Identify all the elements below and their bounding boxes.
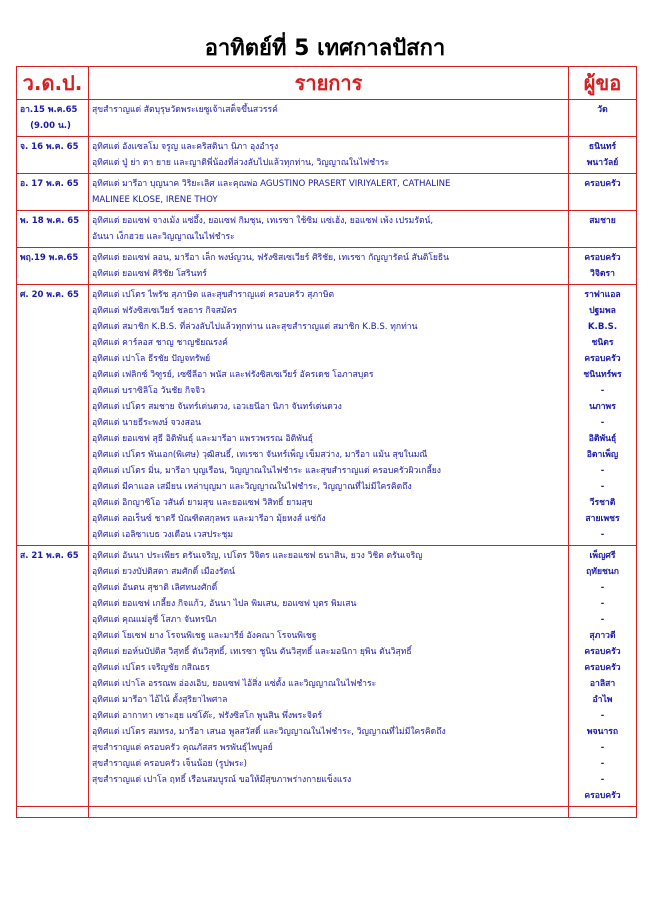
requester-line: - [600,386,605,396]
intention-line: อุทิศแด่ คุณแม่ลูซี่ โสภา จันทรนิภ [92,615,217,625]
intention-line: อุทิศแด่ เปโตร พันเอก(พิเศษ) วุฒิสนธิ์, เทเรซา จันทร์เพ็ญ เข็มสว่าง, มารีอา แม้น สุขในมณี [92,450,428,460]
intention-line: อุทิศแด่ ยอแซฟ ศิริชัย โสรินทร์ [92,269,207,279]
intention-line: อุทิศแด่ เปโตร เจริญชัย กสิณธร [92,663,210,673]
intention-line: MALINEE KLOSE, IRENE THOY [92,195,218,205]
intention-line: สุขสำราญแด่ สัตบุรุษวัดพระเยซูเจ้าเสด็จขึ้นสวรรค์ [92,105,278,115]
intention-line: อุทิศแด่ ลอเร็นซ์ ชาตรี บัณฑิตสกุลพร และมารีอา มุ้ยหงส์ แซ่กัง [92,514,326,524]
intention-line: อุทิศแด่ เปโตร มิ่น, มารีอา บุญเรือน, วิญญาณในไฟชำระ และสุขสำราญแด่ ครอบครัวผิวเกลี้ยง [92,466,441,476]
intention-line: อุทิศแด่ นายธีระพงษ์ จวงสอน [92,418,201,428]
table-row [17,174,637,211]
requester-line: วีรชาติ [589,498,616,508]
intention-line: อุทิศแด่ ฟรังซิสเซเวียร์ ชลธาร กิจสมัคร [92,306,238,316]
intention-line: อุทิศแด่ อิกญาซิโอ วสันต์ ยามสุข และยอแซฟ วิสิทธิ์ ยามสุข [92,498,313,508]
intention-line: อุทิศแด่ คาร์ลอส ชาญ ชาญชัยณรงค์ [92,338,228,348]
intention-line: อุทิศแด่ เปาโล อรรณพ อ่องเอิบ, ยอแซฟ ไอ้สิ่ง แซ่ตั้ง และวิญญาณในไฟชำระ [92,679,377,689]
requester-line: ครอบครัว [584,663,621,673]
requester-cell [569,174,637,211]
header-requester: ผู้ขอ [569,67,637,100]
intention-line: อุทิศแด่ โยเซฟ ยาง โรจนพิเชฐ และมารีย์ อังคณา โรจนพิเชฐ [92,631,317,641]
table-row [17,546,637,807]
table-row [17,248,637,285]
items-cell [89,137,569,174]
intention-line: อุทิศแด่ บราซิลิโอ วันชัย กิจจิว [92,386,206,396]
table-row [17,285,637,546]
table-row [17,137,637,174]
intention-line: อุทิศแด่ ยอห์นบัปติส วิสุทธิ์ ตันวิสุทธิ์, เทเรซา ชูนิน ตันวิสุทธิ์ และมอนิกา ยุพิน ตันวิสุทธิ์ [92,647,412,657]
requester-line: ราฟาแอล [584,290,621,300]
requester-line: ครอบครัว [584,253,621,263]
requester-line: - [600,775,605,785]
date-cell [17,137,89,174]
date-cell [17,285,89,546]
requester-line: ครอบครัว [584,647,621,657]
requester-line: วิจิตรา [590,269,615,279]
intention-line: อุทิศแด่ ยอแซฟ เกลี้ยง กิจแก้ว, อันนา ไปล พิมเสน, ยอแซฟ บุตร พิมเสน [92,599,357,609]
intention-line: อุทิศแด่ ยอแซฟ จางเม้ง แซ่อึ้ง, ยอแซฟ กิมชุน, เทเรซา ใช้ซิม แซ่เฮ้ง, ยอแซฟ เพ้ง เปรมรัตน์, [92,216,434,226]
date-cell [17,174,89,211]
requester-cell [569,807,637,818]
intention-line: อุทิศแด่ เอลิซาเบธ วงเดือน เวสประชุม [92,530,234,540]
requester-line: ครอบครัว [584,354,621,364]
requester-cell [569,248,637,285]
requester-line: อาลิสา [589,679,616,689]
requester-line: สายเพชร [585,514,620,524]
requester-line: - [600,530,605,540]
requester-line: พนาวัลย์ [586,158,619,168]
requester-line: K.B.S. [587,322,618,332]
requester-line: ชนิตร [591,338,614,348]
intention-line: อุทิศแด่ มีคาแอล เสมียน เหล่าบุญมา และวิญญาณในไฟชำระ, วิญญาณที่ไม่มีใครคิดถึง [92,482,412,492]
items-cell [89,211,569,248]
items-cell [89,174,569,211]
table-row [17,100,637,137]
intention-line: อุทิศแด่ ยอแซฟ ลอน, มารีอา เล็ก พงษ์ญวน, ฟรังซิสเซเวียร์ ศิริชัย, เทเรซา กัญญารัตน์ สันติโยธิน [92,253,450,263]
requester-line: ฤทัยชนก [586,567,619,577]
intention-line: อุทิศแด่ อันนา ประเพียร ตรันเจริญ, เปโตร วิจิตร และยอแซฟ ธนาสิน, ยวง วิชิต ตรันเจริญ [92,551,423,561]
requester-line: วัด [597,105,608,115]
requester-line: - [600,743,605,753]
requester-line: - [600,466,605,476]
date-text: อา.15 พ.ค.65 [20,105,78,115]
requester-line [570,192,635,208]
requester-cell [569,546,637,807]
header-date: ว.ด.ป. [17,67,89,100]
date-cell [17,211,89,248]
intention-line: อุทิศแด่ สมาชิก K.B.S. ที่ล่วงลับไปแล้วทุกท่าน และสุขสำราญแด่ สมาชิก K.B.S. ทุกท่าน [92,322,418,332]
requester-line: สุภาวดี [589,631,616,641]
date-text: ส. 21 พ.ค. 65 [20,551,79,561]
intention-line: อุทิศแด่ ยอแซฟ สุธี อิติพันธุ์ และมารีอา แพรวพรรณ อิติพันธุ์ [92,434,314,444]
requester-cell [569,137,637,174]
requester-line: - [600,418,605,428]
requester-line: ปฐมพล [589,306,616,316]
mass-intentions-table [16,66,637,818]
requester-line: อิติพันธุ์ [588,434,617,444]
table-header-row [17,67,637,100]
requester-line: อำไพ [592,695,613,705]
intention-line: อุทิศแด่ เฟลิกซ์ วิฑูรย์, เซซีลีอา พนัส และฟรังซิสเซเวียร์ อัครเดช โอภาสบุตร [92,370,374,380]
requester-line: ครอบครัว [584,179,621,189]
requester-line: ครอบครัว [584,791,621,801]
intention-line: อุทิศแด่ ยวงบัปติสตา สมศักดิ์ เมืองรัตน์ [92,567,235,577]
requester-line: ธนินทร์ [588,142,617,152]
header-items: รายการ [89,67,569,100]
items-cell [89,807,569,818]
intention-line: อุทิศแด่ อังแซลโม จรูญ และคริสตินา นิภา อุงอำรุง [92,142,279,152]
intention-line: สุขสำราญแด่ เปาโล ฤทธิ์ เรือนสมบูรณ์ ขอให้มีสุขภาพร่างกายแข็งแรง [92,775,352,785]
requester-cell [569,211,637,248]
date-text: อ. 17 พ.ค. 65 [20,179,79,189]
table-row [17,211,637,248]
requester-line: นภาพร [589,402,616,412]
requester-line: - [600,711,605,721]
date-time-text: (9.00 น.) [30,121,71,131]
intention-line: อุทิศแด่ มารีอา บุญนาค วิริยะเลิศ และคุณพ่อ AGUSTINO PRASERT VIRIYALERT, CATHALINE [92,179,451,189]
intention-line: อุทิศแด่ เปโตร ไพรัช สุภาษิต และสุขสำราญแด่ ครอบครัว สุภาษิต [92,290,335,300]
intention-line: อันนา เง็กฮวย และวิญญาณในไฟชำระ [92,232,235,242]
requester-line: อิตาเพ็ญ [586,450,619,460]
date-text: ศ. 20 พ.ค. 65 [20,290,79,300]
page-title: อาทิตย์ที่ 5 เทศกาลปัสกา [204,36,446,61]
date-cell [17,546,89,807]
intention-line: อุทิศแด่ ปู่ ย่า ตา ยาย และญาติพี่น้องที่ล่วงลับไปแล้วทุกท่าน, วิญญาณในไฟชำระ [92,158,390,168]
intention-line: อุทิศแด่ เปโตร สมทรง, มารีอา เสนอ พูลสวัสดิ์ และวิญญาณในไฟชำระ, วิญญาณที่ไม่มีใครคิดถึง [92,727,446,737]
requester-line: - [600,583,605,593]
requester-line: เพ็ญศรี [589,551,616,561]
intention-line: อุทิศแด่ เปโตร สมชาย จันทร์เด่นดวง, เอวเยนีอา นิภา จันทร์เด่นดวง [92,402,342,412]
items-cell [89,285,569,546]
date-text: พ. 18 พ.ค. 65 [20,216,80,226]
intention-line: อุทิศแด่ มารีอา ไอ้ไน้ ตั้งสุริยาไพศาล [92,695,228,705]
intention-line: สุขสำราญแด่ ครอบครัว คุณภัสสร พรพันธุ์ไพบูลย์ [92,743,273,753]
requester-line: - [600,599,605,609]
items-cell [89,100,569,137]
date-text: จ. 16 พ.ค. 65 [20,142,79,152]
date-text: พฤ.19 พ.ค.65 [20,253,79,263]
intention-line: อุทิศแด่ เปาโล ธีรชัย ปัญจทรัพย์ [92,354,211,364]
requester-line: - [600,615,605,625]
requester-line [570,229,635,245]
requester-line: - [600,759,605,769]
intention-line: อุทิศแด่ อากาทา เซาะฮุย แซ่โต๊ะ, ฟรังซิสโก พูนสิน พึ่งพระจิตร์ [92,711,323,721]
date-cell [17,100,89,137]
intention-line: สุขสำราญแด่ ครอบครัว เจ็นน้อย (รูปพระ) [92,759,248,769]
items-cell [89,248,569,285]
requester-line: - [600,482,605,492]
date-cell [17,807,89,818]
requester-line: ชนินทร์พร [583,370,622,380]
requester-cell [569,100,637,137]
items-cell [89,546,569,807]
date-cell [17,248,89,285]
table-row-continuation [17,807,637,818]
intention-line: อุทิศแด่ อันตน สุชาติ เลิศทนงศักดิ์ [92,583,218,593]
requester-line: พจนารถ [586,727,619,737]
requester-line: สมชาย [589,216,616,226]
requester-cell [569,285,637,546]
